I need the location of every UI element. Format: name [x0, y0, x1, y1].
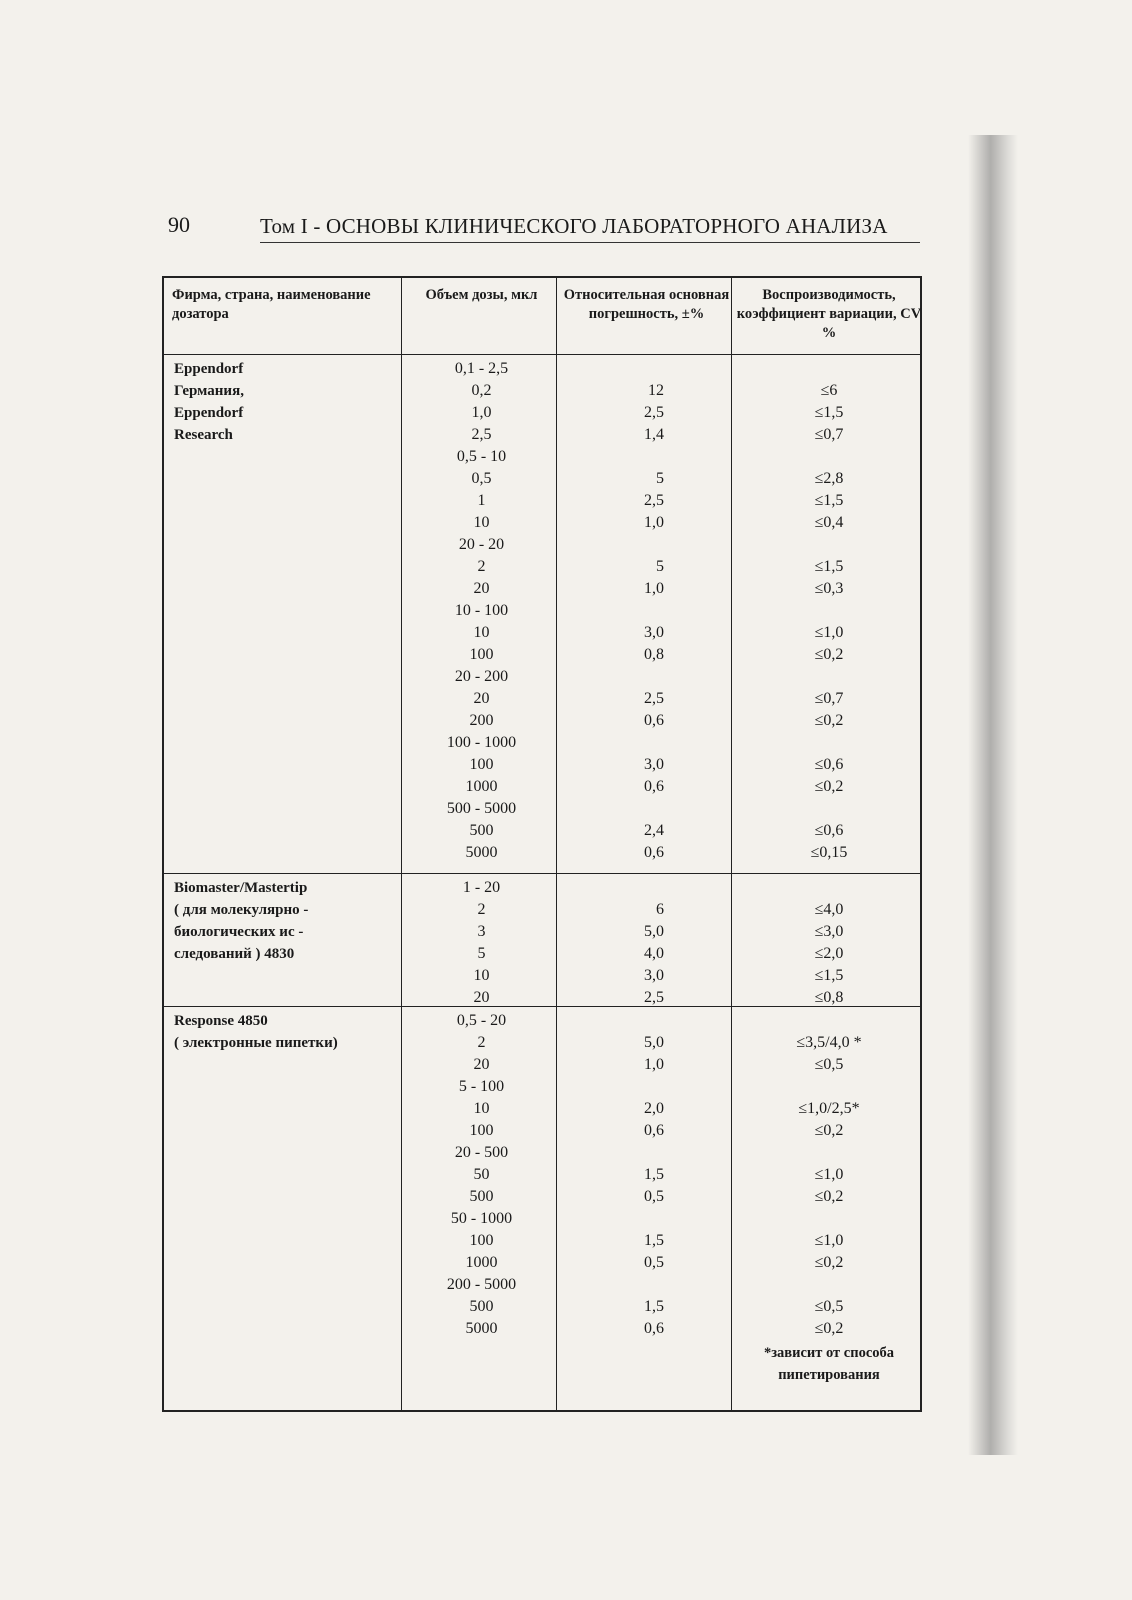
cv-cell: ≤2,8: [814, 470, 844, 487]
error-cell: 2,5: [644, 404, 664, 421]
error-cell: 1,0: [644, 580, 664, 597]
error-cell: 0,5: [644, 1188, 664, 1205]
volume-cell: 10: [473, 967, 490, 984]
firm-name-line: Biomaster/Mastertip: [174, 880, 308, 896]
table-row: [164, 1274, 920, 1296]
error-cell: 3,0: [644, 756, 664, 773]
table-row: [164, 424, 920, 446]
volume-cell: 100: [469, 1122, 494, 1139]
volume-cell: 2: [477, 1034, 486, 1051]
running-title: Том I - ОСНОВЫ КЛИНИЧЕСКОГО ЛАБОРАТОРНОГО АНАЛИЗА: [260, 214, 888, 238]
table-row: [164, 1076, 920, 1098]
group-divider: [164, 873, 920, 874]
error-cell: 0,6: [644, 712, 664, 729]
error-cell: 12: [648, 382, 664, 399]
cv-cell: ≤1,0: [814, 1232, 844, 1249]
table-row: [164, 965, 920, 987]
error-cell: 1,0: [644, 1056, 664, 1073]
firm-name-line: Response 4850: [174, 1013, 268, 1029]
error-cell: 1,5: [644, 1166, 664, 1183]
volume-cell: 100 - 1000: [446, 734, 517, 751]
table-row: [164, 578, 920, 600]
cv-cell: ≤0,5: [814, 1298, 844, 1315]
volume-cell: 500: [469, 1188, 494, 1205]
table-row: [164, 468, 920, 490]
volume-cell: 1 - 20: [462, 879, 501, 896]
footnote-line: *зависит от способа: [763, 1345, 895, 1361]
table-row: [164, 380, 920, 402]
error-cell: 0,6: [644, 1320, 664, 1337]
table-row: [164, 402, 920, 424]
volume-cell: 200: [469, 712, 494, 729]
table-row: [164, 512, 920, 534]
table-row: [164, 688, 920, 710]
table-row: [164, 1164, 920, 1186]
page-header: [168, 212, 920, 242]
table-row: [164, 358, 920, 380]
volume-cell: 20: [473, 989, 490, 1006]
volume-cell: 20 - 500: [454, 1144, 509, 1161]
cv-cell: ≤0,2: [814, 1188, 844, 1205]
volume-cell: 5 - 100: [458, 1078, 505, 1095]
table-row: [164, 1032, 920, 1054]
error-cell: 2,5: [644, 690, 664, 707]
error-cell: 2,5: [644, 492, 664, 509]
table-row: [164, 1186, 920, 1208]
cv-cell: ≤0,6: [814, 756, 844, 773]
volume-cell: 20 - 200: [454, 668, 509, 685]
volume-cell: 10: [473, 1100, 490, 1117]
error-cell: 6: [656, 901, 664, 918]
cv-cell: ≤1,0: [814, 624, 844, 641]
error-cell: 0,5: [644, 1254, 664, 1271]
volume-cell: 20: [473, 690, 490, 707]
table-row: [164, 1120, 920, 1142]
error-cell: 5: [656, 470, 664, 487]
error-cell: 5,0: [644, 1034, 664, 1051]
cv-cell: ≤3,5/4,0 *: [796, 1034, 862, 1051]
header-row-divider: [164, 354, 920, 355]
table-row: [164, 622, 920, 644]
column-header-cv: Воспроизводимость, коэффициент вариации, CV %: [736, 287, 922, 341]
firm-name-line: ( для молекулярно -: [174, 902, 309, 918]
table-row: [164, 921, 920, 943]
volume-cell: 5000: [465, 1320, 498, 1337]
error-cell: 2,0: [644, 1100, 664, 1117]
page-number: 90: [168, 212, 190, 237]
firm-name-line: Research: [174, 427, 233, 443]
volume-cell: 0,5 - 10: [456, 448, 507, 465]
column-header-volume: Объем дозы, мкл: [425, 287, 538, 303]
cv-cell: ≤0,2: [814, 646, 844, 663]
volume-cell: 50: [473, 1166, 490, 1183]
cv-cell: ≤4,0: [814, 901, 844, 918]
table-row: [164, 987, 920, 1009]
column-header-error: Относительная основная погрешность, ±%: [563, 287, 730, 322]
table-row: [164, 490, 920, 512]
cv-cell: ≤0,7: [814, 690, 844, 707]
volume-cell: 0,5 - 20: [456, 1012, 507, 1029]
cv-cell: ≤6: [820, 382, 838, 399]
table-row: [164, 820, 920, 842]
table-row: [164, 1054, 920, 1076]
cv-cell: ≤1,0/2,5*: [798, 1100, 860, 1117]
volume-cell: 2: [477, 901, 486, 918]
column-header-firm: Фирма, страна, наименование дозатора: [172, 287, 371, 322]
volume-cell: 0,1 - 2,5: [454, 360, 509, 377]
volume-cell: 1,0: [471, 404, 492, 421]
table-row: [164, 798, 920, 820]
volume-cell: 100: [469, 756, 494, 773]
error-cell: 1,4: [644, 426, 664, 443]
volume-cell: 10: [473, 514, 490, 531]
cv-cell: ≤0,15: [810, 844, 848, 861]
volume-cell: 20: [473, 1056, 490, 1073]
error-cell: 1,5: [644, 1232, 664, 1249]
table-row: [164, 1252, 920, 1274]
error-cell: 3,0: [644, 624, 664, 641]
cv-cell: ≤0,2: [814, 712, 844, 729]
page-binding-shadow: [968, 135, 1018, 1455]
dispenser-spec-table: [162, 276, 922, 1412]
error-cell: 0,6: [644, 778, 664, 795]
header-rule: [260, 242, 920, 243]
firm-name-line: Eppendorf: [174, 361, 244, 377]
error-cell: 2,4: [644, 822, 664, 839]
error-cell: 0,6: [644, 844, 664, 861]
volume-cell: 3: [477, 923, 486, 940]
error-cell: 5: [656, 558, 664, 575]
volume-cell: 1000: [465, 1254, 498, 1271]
table-row: [164, 600, 920, 622]
cv-cell: ≤0,3: [814, 580, 844, 597]
table-row: [164, 1010, 920, 1032]
table-row: [164, 1296, 920, 1318]
table-row: [164, 534, 920, 556]
cv-cell: ≤0,2: [814, 1320, 844, 1337]
error-cell: 0,6: [644, 1122, 664, 1139]
volume-cell: 2: [477, 558, 486, 575]
table-row: [164, 644, 920, 666]
volume-cell: 0,2: [471, 382, 492, 399]
cv-cell: ≤0,7: [814, 426, 844, 443]
table-row: [164, 710, 920, 732]
cv-cell: ≤1,5: [814, 492, 844, 509]
cv-cell: ≤1,5: [814, 967, 844, 984]
cv-cell: ≤0,8: [814, 989, 844, 1006]
error-cell: 1,5: [644, 1298, 664, 1315]
table-row: [164, 899, 920, 921]
volume-cell: 1: [477, 492, 486, 509]
footnote-line: пипетирования: [778, 1367, 880, 1383]
cv-cell: ≤0,6: [814, 822, 844, 839]
table-row: [164, 666, 920, 688]
volume-cell: 50 - 1000: [450, 1210, 513, 1227]
cv-cell: ≤0,2: [814, 1254, 844, 1271]
volume-cell: 500: [469, 822, 494, 839]
firm-name-line: биологических ис -: [174, 924, 304, 940]
cv-cell: ≤0,5: [814, 1056, 844, 1073]
error-cell: 1,0: [644, 514, 664, 531]
cv-cell: ≤0,2: [814, 778, 844, 795]
cv-cell: ≤1,5: [814, 558, 844, 575]
volume-cell: 20 - 20: [458, 536, 505, 553]
firm-name-line: ( электронные пипетки): [174, 1035, 338, 1051]
error-cell: 4,0: [644, 945, 664, 962]
volume-cell: 5000: [465, 844, 498, 861]
volume-cell: 0,5: [471, 470, 492, 487]
cv-cell: ≤3,0: [814, 923, 844, 940]
error-cell: 0,8: [644, 646, 664, 663]
volume-cell: 10 - 100: [454, 602, 509, 619]
firm-name-line: Eppendorf: [174, 405, 244, 421]
volume-cell: 500 - 5000: [446, 800, 517, 817]
cv-cell: ≤0,2: [814, 1122, 844, 1139]
volume-cell: 5: [477, 945, 486, 962]
error-cell: 2,5: [644, 989, 664, 1006]
table-row: [164, 943, 920, 965]
cv-cell: ≤2,0: [814, 945, 844, 962]
table-row: [164, 842, 920, 864]
table-row: [164, 446, 920, 468]
cv-cell: ≤1,0: [814, 1166, 844, 1183]
volume-cell: 10: [473, 624, 490, 641]
firm-name-line: Германия,: [174, 383, 244, 399]
cv-cell: ≤0,4: [814, 514, 844, 531]
firm-name-line: следований ) 4830: [174, 946, 295, 962]
volume-cell: 100: [469, 1232, 494, 1249]
volume-cell: 2,5: [471, 426, 492, 443]
table-row: [164, 776, 920, 798]
volume-cell: 500: [469, 1298, 494, 1315]
table-row: [164, 754, 920, 776]
volume-cell: 100: [469, 646, 494, 663]
table-row: [164, 556, 920, 578]
table-row: [164, 1098, 920, 1120]
table-row: [164, 877, 920, 899]
table-row: [164, 1318, 920, 1340]
volume-cell: 200 - 5000: [446, 1276, 517, 1293]
volume-cell: 20: [473, 580, 490, 597]
table-footnote: [734, 1342, 924, 1386]
table-row: [164, 1142, 920, 1164]
error-cell: 5,0: [644, 923, 664, 940]
table-row: [164, 1208, 920, 1230]
error-cell: 3,0: [644, 967, 664, 984]
table-row: [164, 732, 920, 754]
cv-cell: ≤1,5: [814, 404, 844, 421]
volume-cell: 1000: [465, 778, 498, 795]
table-row: [164, 1230, 920, 1252]
